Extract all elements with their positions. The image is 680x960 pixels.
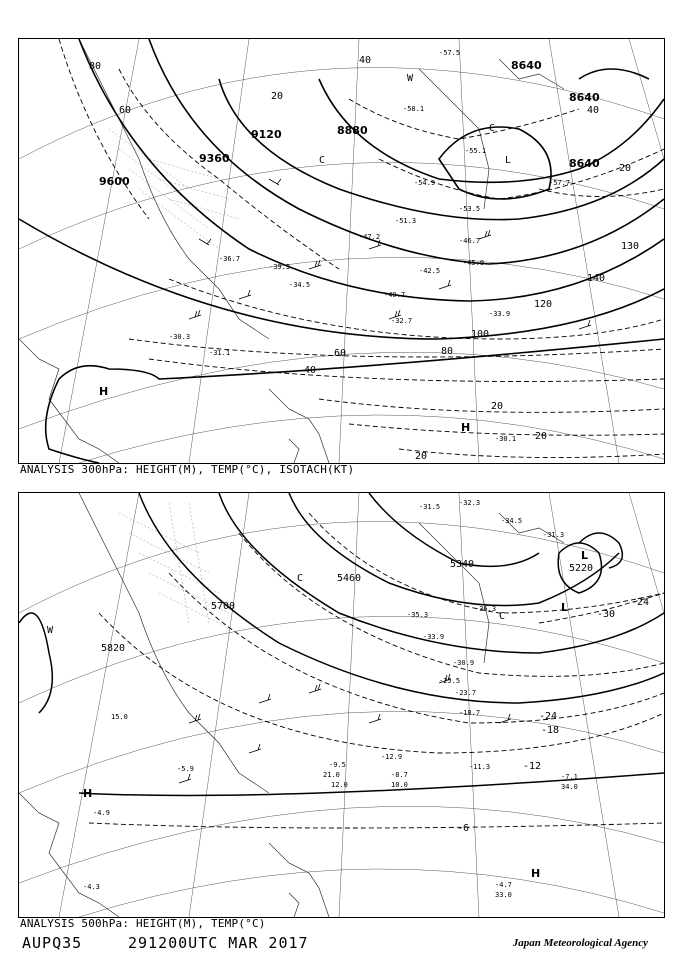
isotach-label: 120 (534, 299, 553, 310)
height-label: 5820 (101, 643, 126, 654)
obs-label: -5.9 (177, 765, 194, 773)
temp-label: -31.1 (209, 349, 231, 357)
obs-label: 15.0 (111, 713, 128, 721)
caption-300hpa: ANALYSIS 300hPa: HEIGHT(M), TEMP(°C), ISOTACH(KT) (20, 463, 355, 476)
obs-label: -4.9 (93, 809, 110, 817)
height-label: 8640 (569, 157, 600, 170)
isotach-label: 130 (621, 241, 640, 252)
cold-center: C (489, 123, 496, 134)
isotach-label: 20 (491, 401, 504, 412)
obs-label: -7.1 (561, 773, 578, 781)
obs-label: -35.3 (407, 611, 429, 619)
isotach-label: 40 (359, 55, 372, 66)
isotach-label: 20 (415, 451, 428, 462)
height-contours (19, 39, 664, 463)
height-labels (99, 59, 600, 188)
temp-label: -54.9 (414, 179, 436, 187)
height-label: 9360 (199, 152, 230, 165)
obs-label: -9.5 (329, 761, 346, 769)
isotherm-label: -18 (541, 725, 560, 736)
isotach-label: 80 (89, 61, 102, 72)
temp-label: -40.7 (384, 291, 406, 299)
obs-label: -4.7 (495, 881, 512, 889)
jet-hatching (109, 129, 239, 249)
high-pressure-center: H (531, 867, 541, 880)
cold-center: C (297, 573, 304, 584)
isotherm-labels (457, 597, 649, 834)
temp-label: -46.7 (459, 237, 481, 245)
valid-time: 291200UTC MAR 2017 (128, 934, 309, 952)
isotach-label: 20 (271, 91, 284, 102)
temp-label: -45.9 (463, 259, 485, 267)
obs-label: -34.5 (501, 517, 523, 525)
high-pressure-center: H (461, 421, 471, 434)
obs-label: -23.7 (455, 689, 477, 697)
height-label: 5340 (450, 559, 475, 570)
temp-label: -36.7 (219, 255, 241, 263)
warm-center: W (47, 625, 54, 636)
isotach-label: 80 (441, 346, 454, 357)
low-pressure-center: L (561, 601, 569, 614)
temp-label: -51.3 (395, 217, 417, 225)
height-label: 8640 (569, 91, 600, 104)
obs-label: -31.3 (543, 531, 565, 539)
temp-label: -57.7 (549, 179, 571, 187)
obs-label: 33.0 (495, 891, 512, 899)
obs-label: -12.9 (381, 753, 403, 761)
obs-label: -8.7 (391, 771, 408, 779)
coastline (19, 39, 564, 463)
temp-label: -34.5 (289, 281, 311, 289)
low-pressure-center: L (581, 549, 589, 562)
height-label: 5460 (337, 573, 362, 584)
warm-center: W (407, 73, 414, 84)
temp-label: -39.3 (269, 263, 291, 271)
isotherm-label: -30 (597, 609, 616, 620)
temp-label: -30.3 (169, 333, 191, 341)
isotach-label: 60 (119, 105, 132, 116)
isotach-label: 100 (471, 329, 490, 340)
isotherm-label: -12 (523, 761, 542, 772)
obs-label: 12.0 (331, 781, 348, 789)
temp-label: -55.1 (465, 147, 487, 155)
isotach-label: 40 (587, 105, 600, 116)
obs-label: -32.3 (459, 499, 481, 507)
chart-code: AUPQ35 (22, 934, 83, 952)
temp-label: -42.5 (419, 267, 441, 275)
temp-label: -30.1 (495, 435, 517, 443)
obs-label: -4.3 (83, 883, 100, 891)
low-pressure-center: L (505, 155, 512, 166)
map-300hpa-svg (19, 39, 664, 463)
temp-label: -53.5 (459, 205, 481, 213)
map-500hpa-svg (19, 493, 664, 917)
obs-label: 10.0 (391, 781, 408, 789)
height-label: 9600 (99, 175, 130, 188)
obs-label: -18.7 (459, 709, 481, 717)
obs-label: -25.5 (439, 677, 461, 685)
height-labels (101, 559, 593, 654)
map-panel-300hpa (18, 38, 665, 464)
graticule (19, 493, 664, 917)
caption-500hpa: ANALYSIS 500hPa: HEIGHT(M), TEMP(°C) (20, 917, 266, 930)
obs-label: 34.0 (561, 783, 578, 791)
obs-label: -11.3 (469, 763, 491, 771)
obs-label: -33.9 (423, 633, 445, 641)
isotach-label: 20 (619, 163, 632, 174)
temp-label: -33.9 (489, 310, 511, 318)
isotach-label: 20 (535, 431, 548, 442)
coastline (19, 493, 564, 917)
obs-label: -31.5 (419, 503, 441, 511)
temp-label: -47.2 (359, 233, 381, 241)
isotherm-label: -24 (631, 597, 650, 608)
pressure-centers (99, 73, 511, 434)
temp-label: -32.7 (391, 317, 413, 325)
cold-center: C (319, 155, 326, 166)
isotherm-label: -6 (457, 823, 470, 834)
isotach-label: 60 (334, 348, 347, 359)
obs-label: -36.3 (475, 605, 497, 613)
high-pressure-center: H (83, 787, 93, 800)
height-label: 8880 (337, 124, 368, 137)
temp-label: -57.5 (439, 49, 461, 57)
hatched-region (119, 503, 239, 633)
temperature-labels (169, 49, 570, 443)
isotherm-label: -24 (539, 711, 558, 722)
obs-label: -30.9 (453, 659, 475, 667)
high-pressure-center: H (99, 385, 109, 398)
isotach-label: 40 (304, 365, 317, 376)
isotach-label: 140 (587, 273, 606, 284)
height-label: 8640 (511, 59, 542, 72)
temp-label: -58.1 (403, 105, 425, 113)
height-label: 9120 (251, 128, 282, 141)
height-label: 5220 (569, 563, 594, 574)
map-panel-500hpa (18, 492, 665, 918)
height-label: 5700 (211, 601, 236, 612)
agency-credit: Japan Meteorological Agency (512, 937, 648, 949)
cold-center: C (499, 611, 506, 622)
obs-label: 21.0 (323, 771, 340, 779)
